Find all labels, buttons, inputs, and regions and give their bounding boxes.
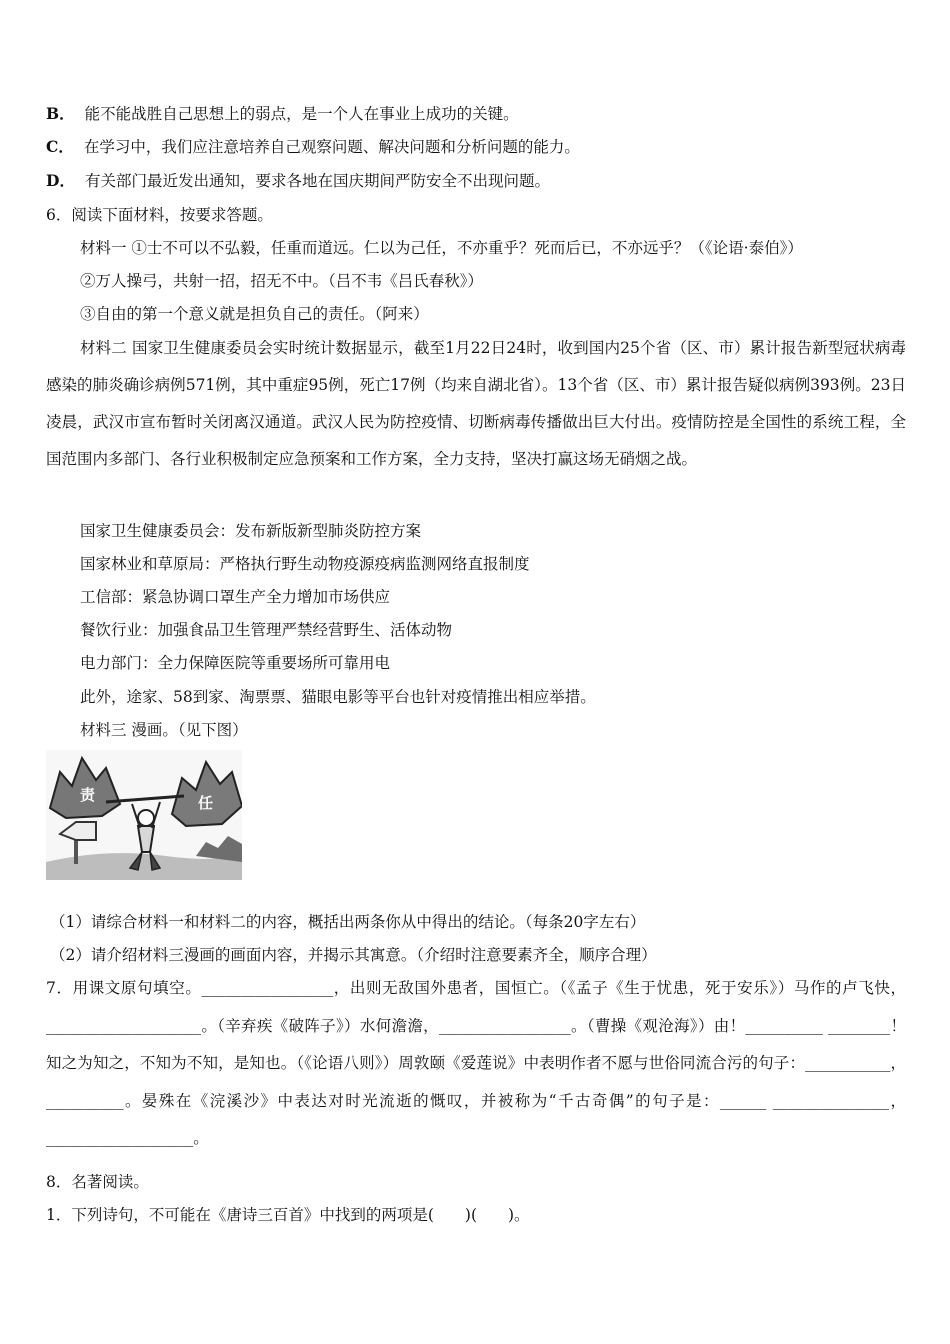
option-d-letter: D．	[46, 171, 75, 190]
q6-subquestion-2: （2）请介绍材料三漫画的画面内容，并揭示其寓意。（介绍时注意要素齐全，顺序合理）	[50, 946, 657, 964]
material3-title: 材料三 漫画。（见下图）	[80, 721, 248, 739]
option-c-text: 在学习中，我们应注意培养自己观察问题、解决问题和分析问题的能力。	[83, 138, 580, 156]
q8-item-1: 1．下列诗句，不可能在《唐诗三百首》中找到的两项是( )( )。	[46, 1206, 530, 1224]
measure-item: 此外，途家、58到家、淘票票、猫眼电影等平台也针对疫情推出相应举措。	[80, 688, 596, 706]
option-c	[46, 137, 580, 157]
material1-line2: ②万人操弓，共射一招，招无不中。（吕不韦《吕氏春秋》）	[80, 272, 484, 290]
option-b	[46, 104, 519, 124]
q8-title: 8．名著阅读。	[46, 1173, 149, 1191]
material2-paragraph: 材料二 国家卫生健康委员会实时统计数据显示，截至1月22日24时，收到国内25个省（区、市）累计报告新型冠状病毒感染的肺炎确诊病例571例，其中重症95例，死亡17例（均来自湖北省）。13个省（区、市）累计报告疑似病例393例。23日凌晨，武汉市宣布暂时关闭离汉通道。武汉人民为防控疫情、切断病毒传播做出巨大付出。疫情防控是全国性的系统工程，全国范围内多部门、各行业积极制定应急预案和工作方案，全力支持，坚决打赢这场无硝烟之战。	[46, 339, 906, 468]
measure-item: 国家卫生健康委员会：发布新版新型肺炎防控方案	[80, 522, 422, 540]
cartoon-label-left: 责	[80, 786, 96, 804]
material1-line1: 材料一 ①士不可以不弘毅，任重而道远。仁以为己任，不亦重乎？死而后已，不亦远乎？（《论语·泰伯》）	[80, 239, 803, 257]
measure-item: 餐饮行业：加强食品卫生管理严禁经营野生、活体动物	[80, 621, 453, 639]
q6-subquestion-1: （1）请综合材料一和材料二的内容，概括出两条你从中得出的结论。（每条20字左右）	[50, 913, 646, 931]
q6-title: 6．阅读下面材料，按要求答题。	[46, 206, 273, 224]
measure-item: 电力部门：全力保障医院等重要场所可靠用电	[80, 654, 391, 672]
q7-paragraph: 7．用课文原句填空。_________________，出则无敌国外患者，国恒亡。（《孟子《生于忧患，死于安乐》）马作的卢飞快，____________________。（辛弃疾《破阵子》）水何澹澹，_________________。（曹操《观沧海》）由！__________ ________！知之为知之，不知为不知，是知也。（《论语八则》）周敦颐《爱莲说》中表明作者不愿与世俗同流合污的句子：___________，__________。晏殊在《浣溪沙》中表达对时光流逝的慨叹，并被称为“千古奇偶”的句子是：______ _______________，___________________。	[46, 979, 906, 1147]
cartoon-image	[46, 750, 242, 880]
option-d-text: 有关部门最近发出通知，要求各地在国庆期间严防安全不出现问题。	[84, 172, 550, 190]
measure-item: 工信部：紧急协调口罩生产全力增加市场供应	[80, 588, 391, 606]
measure-item: 国家林业和草原局：严格执行野生动物疫源疫病监测网络直报制度	[80, 555, 530, 573]
option-b-text: 能不能战胜自己思想上的弱点，是一个人在事业上成功的关键。	[84, 105, 519, 123]
option-d	[46, 171, 550, 191]
option-b-letter: B．	[46, 104, 75, 123]
material1-line3: ③自由的第一个意义就是担负自己的责任。（阿来）	[80, 305, 429, 323]
cartoon-label-right: 任	[198, 794, 214, 812]
option-c-letter: C．	[46, 137, 74, 156]
